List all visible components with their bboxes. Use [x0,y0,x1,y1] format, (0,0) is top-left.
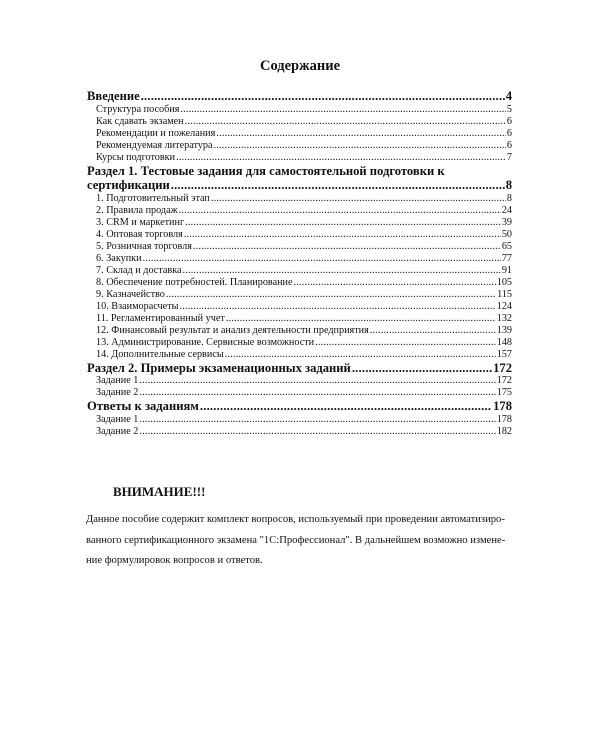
notice-line: ние формулировок вопросов и ответов. [86,555,263,566]
toc-page-number: 50 [501,228,512,240]
toc-section-row [87,178,512,193]
toc-dot-leader [214,140,506,152]
toc-dot-leader [143,253,501,265]
toc-entry-row [87,104,512,116]
notice-line: ванного сертификационного экзамена "1С:Профессионал". В дальнейшем возможно измене- [86,534,506,546]
toc-entry-label: Раздел 2. Примеры экзаменационных заданий [87,360,351,375]
toc-page-number: 157 [496,348,512,360]
toc-dot-leader [171,178,505,193]
toc-page-number: 178 [496,413,512,425]
toc-entry-row [87,241,512,253]
table-of-contents [87,89,512,438]
toc-section-row [87,89,512,104]
toc-page-number: 182 [496,425,512,437]
toc-entry-row [87,289,512,301]
toc-entry-label: 13. Администрирование. Сервисные возможности [96,336,315,348]
warning-heading: ВНИМАНИЕ!!! [113,484,206,499]
toc-entry-row [87,375,512,387]
toc-entry-label: сертификации [87,178,170,192]
toc-dot-leader [370,325,496,337]
toc-page-number: 105 [496,276,512,288]
toc-entry-row [87,205,512,217]
toc-entry-row [87,301,512,313]
toc-page-number: 124 [496,300,512,312]
toc-dot-leader [141,89,505,104]
toc-section-row [87,361,512,376]
toc-dot-leader [139,414,495,426]
toc-dot-leader [211,193,506,205]
toc-page-number: 172 [493,360,512,375]
toc-entry-row [87,229,512,241]
toc-page-number: 148 [496,336,512,348]
toc-entry-label: 11. Регламентированный учет [96,312,225,324]
toc-entry-label: 2. Правила продаж [96,204,178,216]
toc-entry-row [87,277,512,289]
toc-entry-row [87,265,512,277]
toc-page-number: 178 [493,399,512,413]
toc-page-number: 39 [501,216,512,228]
toc-entry-row [87,325,512,337]
toc-page-number: 132 [496,312,512,324]
warning-notice [86,510,514,572]
toc-page-number: 7 [506,151,512,163]
toc-dot-leader [179,205,501,217]
toc-page-number: 24 [501,204,512,216]
toc-entry-row [87,349,512,361]
toc-entry-label: 8. Обеспечение потребностей. Планирование [96,276,293,288]
toc-dot-leader [184,229,501,241]
toc-page-number: 5 [506,103,512,115]
toc-dot-leader [185,116,506,128]
toc-page-number: 65 [501,240,512,252]
toc-entry-row [87,217,512,229]
toc-dot-leader [139,426,495,438]
toc-entry-row [87,414,512,426]
toc-entry-row [87,140,512,152]
toc-dot-leader [176,152,506,164]
toc-entry-label: Задание 2 [96,425,139,437]
toc-entry-label: Задание 1 [96,375,139,386]
toc-dot-leader [315,337,496,349]
toc-dot-leader [193,241,501,253]
toc-entry-label: 7. Склад и доставка [96,264,182,276]
notice-line: Данное пособие содержит комплект вопросов, используемый при проведении автоматизиро- [86,514,505,525]
toc-dot-leader [139,375,495,387]
toc-dot-leader [216,128,506,140]
toc-page-number: 8 [506,192,512,204]
toc-entry-label: Рекомендации и пожелания [96,127,216,139]
toc-entry-label: 6. Закупки [96,252,142,264]
page-title: Содержание [259,58,341,74]
toc-dot-leader [352,361,492,376]
toc-entry-label: 3. CRM и маркетинг [96,216,185,228]
toc-page-number: 91 [501,264,512,276]
toc-dot-leader [294,277,496,289]
toc-entry-row [87,337,512,349]
toc-dot-leader [200,399,492,414]
toc-dot-leader [226,313,496,325]
toc-page-number: 115 [497,288,512,300]
toc-page-number: 139 [496,324,512,336]
toc-page-number: 4 [505,89,512,103]
toc-page-number: 6 [506,115,512,127]
toc-entry-label: 14. Дополнительные сервисы [96,348,224,360]
toc-entry-row [87,128,512,140]
toc-entry-label: 1. Подготовительный этап [96,192,210,204]
toc-entry-label: Задание 2 [96,387,139,398]
toc-page-number: 172 [496,375,512,386]
toc-page-number: 175 [496,387,512,398]
toc-page-number: 6 [506,139,512,151]
toc-entry-row [87,152,512,164]
toc-entry-label: Курсы подготовки [96,151,176,163]
toc-entry-label: Структура пособия [96,103,180,115]
toc-page-number: 8 [505,178,512,192]
toc-dot-leader [185,217,501,229]
toc-entry-label: Рекомендуемая литература [96,139,213,151]
toc-entry-label: 12. Финансовый результат и анализ деятельности предприятия [96,324,369,336]
toc-page-number: 6 [506,127,512,139]
toc-dot-leader [225,349,496,361]
toc-entry-row [87,426,512,438]
toc-dot-leader [180,104,505,116]
toc-section-row [87,399,512,414]
toc-section-row [87,164,512,179]
toc-entry-label: Раздел 1. Тестовые задания для самостоятельной подготовки к [87,163,445,178]
toc-entry-label: 5. Розничная торговля [96,240,192,252]
toc-entry-row [87,313,512,325]
toc-page-number: 77 [501,252,512,264]
toc-entry-label: 10. Взаиморасчеты [96,300,179,312]
toc-entry-row [87,253,512,265]
toc-entry-label: 9. Казначейство [96,288,165,300]
toc-dot-leader [139,387,495,399]
toc-entry-label: Как сдавать экзамен [96,115,184,127]
toc-entry-row [87,387,512,399]
toc-entry-label: Ответы к заданиям [87,399,199,413]
toc-dot-leader [180,301,496,313]
toc-dot-leader [166,289,496,301]
toc-dot-leader [183,265,501,277]
toc-entry-row [87,193,512,205]
toc-entry-row [87,116,512,128]
toc-entry-label: Введение [87,89,140,103]
toc-entry-label: 4. Оптовая торговля [96,228,183,240]
toc-entry-label: Задание 1 [96,413,139,425]
